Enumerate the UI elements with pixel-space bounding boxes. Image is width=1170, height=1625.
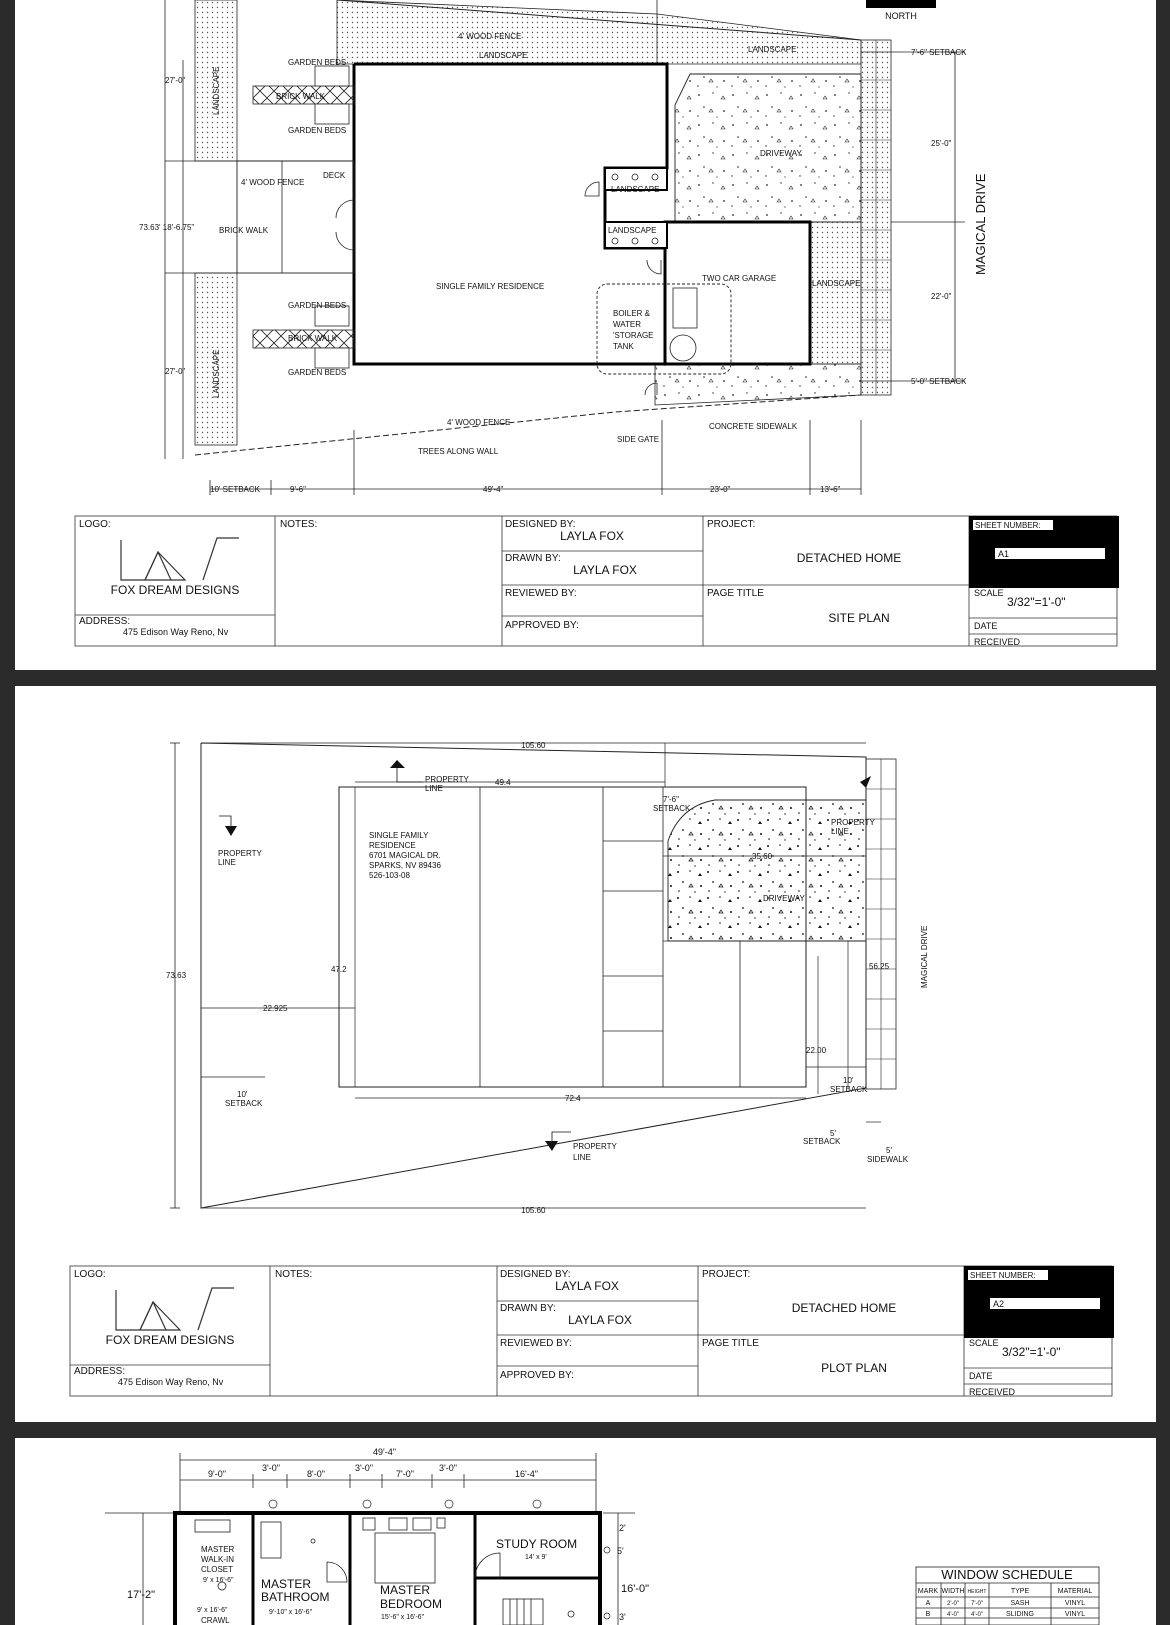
plot-dim-bottom: 105.60	[521, 1206, 546, 1215]
plot-residence-2: RESIDENCE	[369, 841, 416, 850]
plot-prop-right-1: PROPERTY	[831, 818, 875, 827]
plot-setback-left-2: SETBACK	[225, 1099, 263, 1108]
ws-row-a-height: 7'-0"	[971, 1601, 983, 1607]
label-concrete-sidewalk: CONCRETE SIDEWALK	[709, 422, 798, 431]
label-brick-walk-1: BRICK WALK	[276, 92, 326, 101]
tb1-received-label: RECEIVED	[974, 637, 1021, 647]
room-bath-1: MASTER	[261, 1577, 312, 1591]
tb2-drawn-label: DRAWN BY:	[500, 1303, 556, 1314]
floor-plan-sheet	[15, 1438, 1156, 1625]
label-boiler-3: 'STORAGE	[613, 331, 654, 340]
tb2-received-label: RECEIVED	[969, 1387, 1016, 1397]
tb2-designed-label: DESIGNED BY:	[500, 1269, 571, 1280]
dim-setback-50: 5'-0" SETBACK	[911, 377, 967, 386]
floor-dim-30a: 3'-0"	[262, 1463, 280, 1473]
dim-23: 23'-0"	[710, 485, 731, 494]
ws-row-a-type: SASH	[1010, 1600, 1030, 1607]
floor-dim-right-16: 16'-0"	[621, 1583, 650, 1595]
plot-prop-right-2: LINE	[831, 827, 849, 836]
tb1-project-label: PROJECT:	[707, 519, 756, 530]
plot-setback-76-1: 7'-6"	[663, 795, 679, 804]
room-bath-2: BATHROOM	[261, 1590, 330, 1604]
label-landscape-right: LANDSCAPE	[812, 279, 861, 288]
room-closet-3: CLOSET	[201, 1565, 234, 1574]
tb1-address-label: ADDRESS:	[79, 616, 131, 627]
tb2-address-label: ADDRESS:	[74, 1366, 126, 1377]
tb1-drawn-label: DRAWN BY:	[505, 553, 561, 564]
plot-prop-top-1: PROPERTY	[425, 775, 469, 784]
dim-96: 9'-6"	[290, 485, 306, 494]
site-plan-drawing	[15, 0, 1156, 670]
plot-street-label: MAGICAL DRIVE	[920, 925, 929, 988]
plot-dim-driveway-width: 35.60	[752, 852, 773, 861]
floor-dim-left: 17'-2"	[127, 1589, 156, 1601]
concrete-sidewalk-area	[655, 364, 861, 405]
tb2-sheet-label: SHEET NUMBER:	[970, 1271, 1036, 1280]
label-residence: SINGLE FAMILY RESIDENCE	[436, 282, 545, 291]
tb2-project-label: PROJECT:	[702, 1269, 751, 1280]
plot-prop-left-1: PROPERTY	[218, 849, 262, 858]
north-arrow-block	[866, 0, 936, 8]
plot-driveway-label: DRIVEWAY	[763, 894, 805, 903]
tb2-company: FOX DREAM DESIGNS	[105, 1333, 235, 1347]
dim-136: 13'-6"	[820, 485, 841, 494]
tb1-designed: LAYLA FOX	[560, 529, 624, 543]
plot-prop-left-2: LINE	[218, 858, 236, 867]
tb1-designed-label: DESIGNED BY:	[505, 519, 576, 530]
tb1-notes-label: NOTES:	[280, 519, 318, 530]
tb1-page-title: SITE PLAN	[828, 611, 890, 625]
plot-dim-left-offset: 22.925	[263, 1004, 288, 1013]
tb2-reviewed-label: REVIEWED BY:	[500, 1338, 572, 1349]
tb2-logo-label: LOGO:	[74, 1269, 106, 1280]
label-driveway: DRIVEWAY	[760, 149, 802, 158]
driveway-area	[675, 74, 861, 222]
plot-setback-5-2: SETBACK	[803, 1137, 841, 1146]
floor-dim-164: 16'-4"	[515, 1469, 538, 1479]
plot-residence-5: 526-103-08	[369, 871, 410, 880]
tb2-page-title: PLOT PLAN	[821, 1361, 887, 1375]
ws-row-a-material: VINYL	[1064, 1600, 1086, 1607]
floor-dim-right-5: 5'	[617, 1546, 624, 1556]
tb2-notes-label: NOTES:	[275, 1269, 313, 1280]
ws-row-b-mark: B	[925, 1611, 931, 1618]
room-bath-3: 9'-10" x 16'-6"	[269, 1609, 313, 1616]
tb1-drawn: LAYLA FOX	[573, 563, 637, 577]
label-brick-walk-mid: BRICK WALK	[219, 226, 269, 235]
ws-header-width: WIDTH	[941, 1588, 965, 1595]
tb2-sheet: A2	[993, 1299, 1005, 1309]
landscape-band-top	[337, 0, 861, 64]
tb1-scale-label: SCALE	[974, 588, 1004, 598]
room-study-2: 14' x 9'	[525, 1554, 547, 1561]
label-deck: DECK	[323, 171, 346, 180]
tb1-sheet: A1	[998, 549, 1010, 559]
floor-dim-30b: 3'-0"	[355, 1463, 373, 1473]
logo-mark-1	[121, 540, 185, 580]
plot-residence-3: 6701 MAGICAL DR.	[369, 851, 441, 860]
garage-outline	[665, 222, 810, 364]
label-garden-beds-4: GARDEN BEDS	[288, 368, 347, 377]
ws-row-b-material: VINYL	[1064, 1611, 1086, 1618]
label-landscape-inner-2: LANDSCAPE	[608, 226, 657, 235]
plot-setback-10-2: SETBACK	[830, 1085, 868, 1094]
landscape-right-garage	[810, 222, 861, 364]
floor-dim-30c: 3'-0"	[439, 1463, 457, 1473]
room-study-1: STUDY ROOM	[496, 1537, 578, 1551]
ws-row-b-height: 4'-0"	[971, 1612, 983, 1618]
tb1-logo-label: LOGO:	[79, 519, 111, 530]
plot-dim-top: 105.60	[521, 741, 546, 750]
tb2-scale: 3/32"=1'-0"	[1002, 1345, 1061, 1359]
plot-dim-left: 73.63	[166, 971, 187, 980]
plot-prop-top-2: LINE	[425, 784, 443, 793]
dim-73: 73.63' 18'-6.75"	[139, 223, 195, 232]
label-boiler-2: WATER	[613, 320, 641, 329]
floor-plan-drawing	[15, 1438, 1156, 1625]
plot-sidewalk-1: 5'	[886, 1146, 892, 1155]
label-landscape-inner-1: LANDSCAPE	[611, 185, 660, 194]
floor-dim-70: 7'-0"	[396, 1469, 414, 1479]
floor-dim-90: 9'-0"	[208, 1469, 226, 1479]
label-wood-fence-top: 4' WOOD FENCE	[458, 32, 522, 41]
dim-27-bottom: 27'-0"	[165, 367, 186, 376]
ws-header-type: TYPE	[1010, 1588, 1030, 1595]
tb2-address: 475 Edison Way Reno, Nv	[118, 1377, 224, 1387]
site-plan-sheet	[15, 0, 1156, 670]
room-closet-5: 9' x 16'-6"	[197, 1607, 228, 1614]
label-garden-beds-1: GARDEN BEDS	[288, 58, 347, 67]
plot-setback-76-2: SETBACK	[653, 804, 691, 813]
tb2-approved-label: APPROVED BY:	[500, 1370, 574, 1381]
tb2-date-label: DATE	[969, 1371, 993, 1381]
label-trees: TREES ALONG WALL	[418, 447, 499, 456]
dim-22: 22'-0"	[931, 292, 952, 301]
floor-dim-overall: 49'-4"	[373, 1447, 396, 1457]
tb2-page-title-label: PAGE TITLE	[702, 1338, 759, 1349]
ws-row-a-mark: A	[925, 1600, 931, 1607]
dim-494: 49'-4"	[483, 485, 504, 494]
ws-header-material: MATERIAL	[1057, 1588, 1093, 1595]
tb1-company: FOX DREAM DESIGNS	[110, 583, 240, 597]
ws-row-b-type: SLIDING	[1005, 1611, 1035, 1618]
logo-mark-2	[116, 1290, 180, 1330]
room-bed-2: BEDROOM	[380, 1597, 443, 1611]
label-side-gate: SIDE GATE	[617, 435, 660, 444]
label-boiler-1: BOILER &	[613, 309, 650, 318]
room-closet-2: WALK-IN	[201, 1555, 235, 1564]
plot-setback-10-1: 10'	[843, 1076, 854, 1085]
label-garden-beds-3: GARDEN BEDS	[288, 301, 347, 310]
ws-header-height: HEIGHT	[967, 1589, 987, 1595]
label-wood-fence-bottom: 4' WOOD FENCE	[447, 418, 511, 427]
dim-setback-76: 7'-6" SETBACK	[911, 48, 967, 57]
label-boiler-4: TANK	[613, 342, 634, 351]
room-bed-1: MASTER	[380, 1583, 431, 1597]
room-closet-1: MASTER	[201, 1545, 235, 1554]
label-garden-beds-2: GARDEN BEDS	[288, 126, 347, 135]
dim-setback-10: 10' SETBACK	[210, 485, 260, 494]
plot-dim-garage-side: 22.00	[806, 1046, 827, 1055]
plot-residence-4: SPARKS, NV 89436	[369, 861, 441, 870]
tb1-approved-label: APPROVED BY:	[505, 620, 579, 631]
tb1-sheet-label: SHEET NUMBER:	[975, 521, 1041, 530]
floor-dim-right-2: 2'	[619, 1523, 626, 1533]
label-landscape-top: LANDSCAPE	[479, 51, 528, 60]
north-label: NORTH	[885, 11, 917, 21]
plot-dim-inner-bottom: 72.4	[565, 1094, 581, 1103]
ws-header-mark: MARK	[917, 1588, 939, 1595]
room-closet-4: 9' x 16'-6"	[203, 1577, 234, 1584]
landscape-vertical-label-2: LANDSCAPE	[212, 349, 221, 398]
house-outline	[354, 64, 667, 364]
floor-dim-right-3: 3'	[619, 1612, 626, 1622]
plot-sidewalk-2: SIDEWALK	[867, 1155, 909, 1164]
label-street: MAGICAL DRIVE	[973, 173, 988, 275]
landscape-vertical-label-1: LANDSCAPE	[212, 66, 221, 115]
label-landscape-top-right: LANDSCAPE	[748, 45, 797, 54]
tb1-page-title-label: PAGE TITLE	[707, 588, 764, 599]
label-garage: TWO CAR GARAGE	[702, 274, 777, 283]
plot-setback-left-1: 10'	[237, 1090, 248, 1099]
room-bed-3: 15'-6" x 16'-6"	[381, 1614, 425, 1621]
label-wood-fence-left: 4' WOOD FENCE	[241, 178, 305, 187]
floor-dim-80: 8'-0"	[307, 1469, 325, 1479]
tb2-project: DETACHED HOME	[791, 1301, 897, 1315]
tb2-drawn: LAYLA FOX	[568, 1313, 632, 1327]
plot-prop-bottom-2: LINE	[573, 1153, 591, 1162]
plot-dim-right-height: 56.25	[869, 962, 890, 971]
dim-27-top: 27'-0"	[165, 76, 186, 85]
dim-25: 25'-0"	[931, 139, 952, 148]
plot-residence-1: SINGLE FAMILY	[369, 831, 429, 840]
ws-row-b-width: 4'-0"	[947, 1612, 959, 1618]
plot-dim-house-height: 47.2	[331, 965, 347, 974]
label-brick-walk-2: BRICK WALK	[288, 334, 338, 343]
plot-dim-inner-top: 49.4	[495, 778, 511, 787]
ws-row-a-width: 2'-0"	[947, 1601, 959, 1607]
window-schedule-title: WINDOW SCHEDULE	[941, 1567, 1073, 1582]
tb1-date-label: DATE	[974, 621, 998, 631]
plot-prop-bottom-1: PROPERTY	[573, 1142, 617, 1151]
tb1-reviewed-label: REVIEWED BY:	[505, 588, 577, 599]
plot-plan-drawing	[15, 686, 1156, 1422]
tb1-project: DETACHED HOME	[796, 551, 902, 565]
plot-setback-5-1: 5'	[830, 1129, 836, 1138]
plot-plan-sheet	[15, 686, 1156, 1422]
room-crawl: CRAWL	[201, 1616, 230, 1625]
tb2-designed: LAYLA FOX	[555, 1279, 619, 1293]
tb1-address: 475 Edison Way Reno, Nv	[123, 627, 229, 637]
tb2-scale-label: SCALE	[969, 1338, 999, 1348]
tb1-scale: 3/32"=1'-0"	[1007, 595, 1066, 609]
